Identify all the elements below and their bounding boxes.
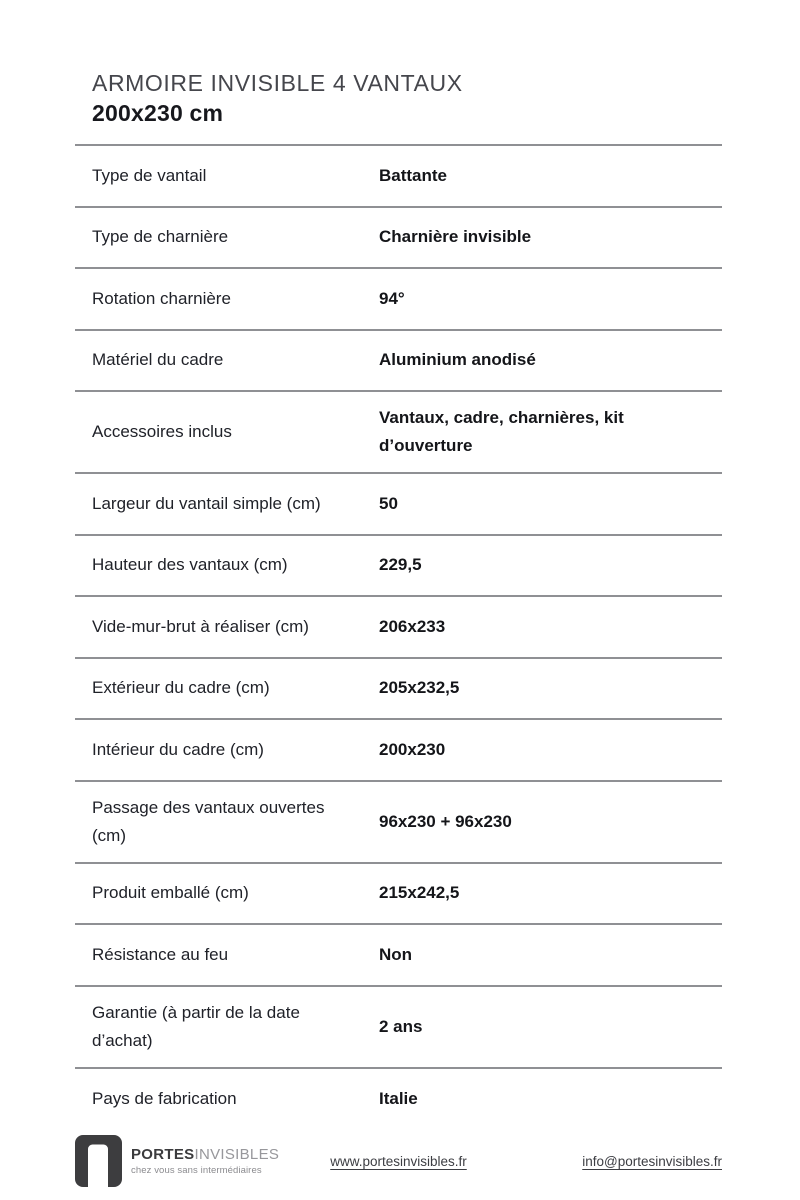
- spec-row: [75, 208, 722, 270]
- email-link[interactable]: info@portesinvisibles.fr: [582, 1153, 722, 1169]
- spec-label: Largeur du vantail simple (cm): [92, 493, 321, 513]
- page-subtitle: 200x230 cm: [92, 100, 224, 126]
- spec-row: [75, 146, 722, 208]
- spec-row: [75, 782, 722, 864]
- spec-label: Garantie (à partir de la date d’achat): [92, 1002, 300, 1050]
- spec-row: [75, 720, 722, 782]
- spec-value: 50: [379, 493, 398, 513]
- spec-row: [75, 925, 722, 987]
- door-logo-icon: [75, 1135, 122, 1187]
- spec-value: Aluminium anodisé: [379, 350, 536, 370]
- spec-value: Italie: [379, 1089, 418, 1109]
- spec-value: 200x230: [379, 739, 446, 759]
- spec-value: Charnière invisible: [379, 227, 532, 247]
- spec-label: Accessoires inclus: [92, 422, 232, 441]
- spec-value: 206x233: [379, 616, 446, 636]
- spec-row: [75, 1069, 722, 1131]
- spec-label: Résistance au feu: [92, 944, 229, 964]
- spec-value: 2 ans: [379, 1016, 423, 1036]
- spec-label: Type de vantail: [92, 165, 207, 185]
- spec-label: Type de charnière: [92, 227, 229, 247]
- spec-row: [75, 987, 722, 1069]
- brand-logo: [75, 1135, 279, 1187]
- page-header: [75, 68, 722, 128]
- spec-row: [75, 331, 722, 393]
- spec-row: [75, 536, 722, 598]
- spec-label: Extérieur du cadre (cm): [92, 678, 270, 698]
- spec-value: 215x242,5: [379, 883, 460, 903]
- spec-row: [75, 474, 722, 536]
- brand-name-secondary: INVISIBLES: [194, 1146, 280, 1163]
- spec-label: Vide-mur-brut à réaliser (cm): [92, 616, 309, 636]
- spec-value: Battante: [379, 165, 448, 185]
- spec-label: Matériel du cadre: [92, 350, 224, 370]
- spec-label: Rotation charnière: [92, 288, 231, 308]
- spec-value: 229,5: [379, 555, 422, 575]
- spec-label: Hauteur des vantaux (cm): [92, 555, 288, 575]
- spec-value: 205x232,5: [379, 678, 460, 698]
- brand-name-primary: PORTES: [131, 1146, 195, 1163]
- spec-row: [75, 864, 722, 926]
- spec-label: Produit emballé (cm): [92, 883, 249, 903]
- spec-row: [75, 269, 722, 331]
- spec-label: Intérieur du cadre (cm): [92, 739, 264, 759]
- spec-value: Vantaux, cadre, charnières, kit d’ouverture: [379, 408, 624, 455]
- page-footer: [75, 1135, 722, 1187]
- page-title: ARMOIRE INVISIBLE 4 VANTAUX: [92, 70, 463, 96]
- spec-value: 96x230 + 96x230: [379, 811, 512, 831]
- spec-row: [75, 659, 722, 721]
- website-link[interactable]: www.portesinvisibles.fr: [330, 1153, 467, 1169]
- spec-value: Non: [379, 944, 413, 964]
- brand-text: [131, 1146, 279, 1176]
- spec-value: 94°: [379, 288, 405, 308]
- spec-label: Pays de fabrication: [92, 1089, 237, 1109]
- spec-label: Passage des vantaux ouvertes (cm): [92, 797, 325, 845]
- spec-row: [75, 392, 722, 474]
- brand-tagline: chez vous sans intermédiaires: [131, 1165, 262, 1176]
- brand-name: [131, 1146, 279, 1163]
- spec-row: [75, 597, 722, 659]
- spec-table: [75, 144, 722, 1130]
